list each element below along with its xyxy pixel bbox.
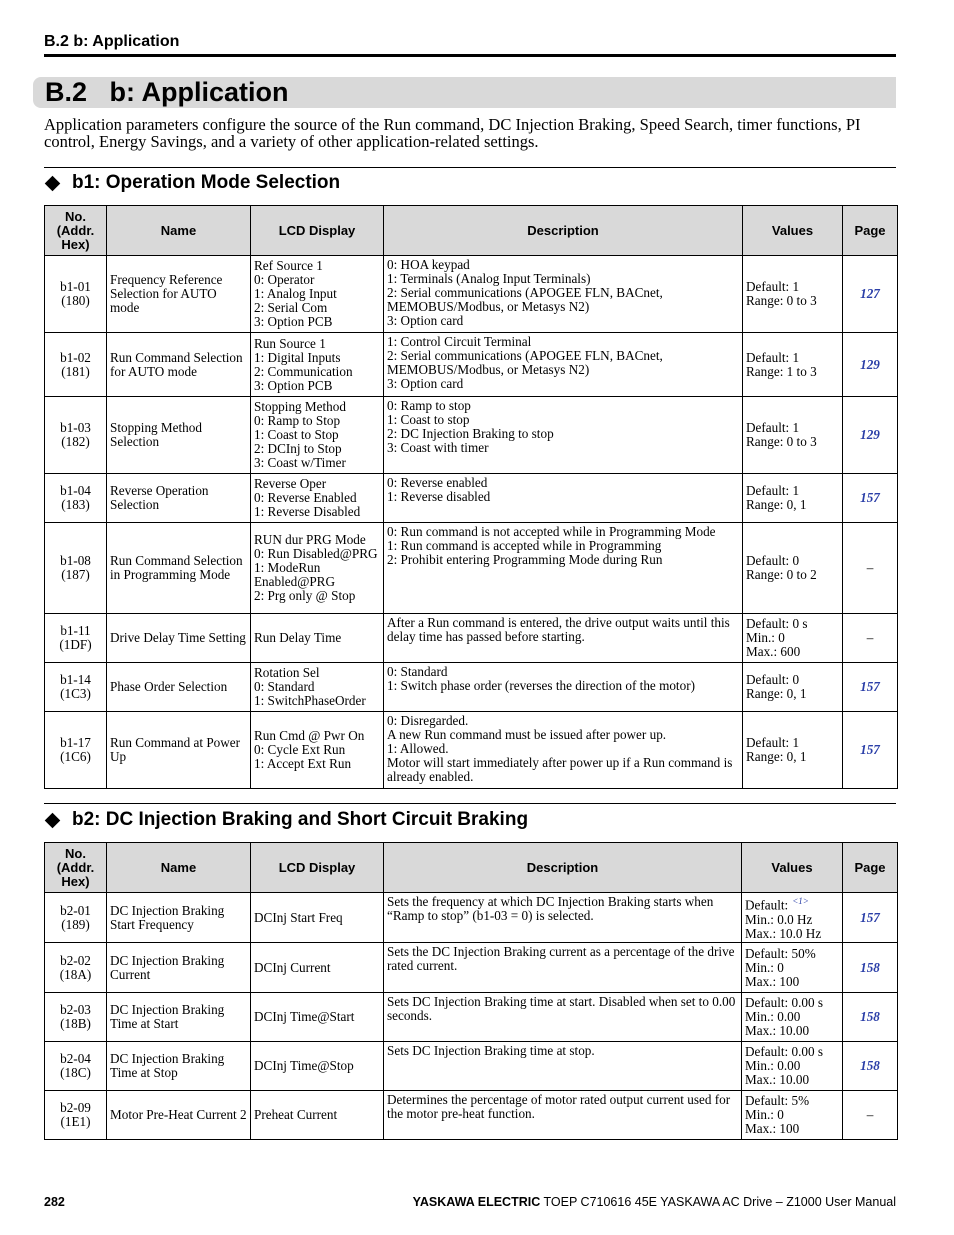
values-cell (742, 943, 843, 993)
description-cell (384, 397, 743, 474)
values-cell (743, 333, 843, 397)
footer-manual-title: TOEP C710616 45E YASKAWA AC Drive – Z1000 User Manual (540, 1195, 896, 1209)
lcd-display-cell (251, 333, 384, 397)
column-header-lcd: LCD Display (251, 843, 384, 893)
page-cell (843, 712, 898, 789)
param-address: (18B) (60, 1016, 91, 1031)
lcd-display-line: Reverse Oper (254, 476, 327, 491)
param-name: Run Command Selection in Programming Mode (107, 523, 251, 614)
page-reference-link[interactable]: 157 (860, 679, 880, 694)
description-line: 3: Option card (387, 376, 464, 391)
parameter-table-b1 (44, 205, 898, 789)
description-cell (384, 523, 743, 614)
page-reference: – (866, 630, 874, 645)
lcd-display-cell (251, 993, 384, 1042)
column-header-lcd: LCD Display (251, 206, 384, 256)
lcd-display-cell (251, 663, 384, 712)
lcd-display-line: Rotation Sel (254, 665, 320, 680)
values-line (745, 1122, 839, 1136)
lcd-display-cell (251, 523, 384, 614)
param-number: b2-02 (60, 952, 91, 968)
values-text: Max.: 100 (745, 973, 800, 989)
values-text: Min.: 0 (745, 959, 784, 975)
values-text: Range: 0, 1 (746, 497, 807, 512)
page-cell (843, 397, 898, 474)
values-line (746, 673, 839, 687)
page-cell (843, 993, 898, 1042)
values-line (745, 913, 839, 927)
param-number: b1-02 (60, 349, 91, 365)
values-text: Default: 0 s (746, 616, 808, 631)
param-address: (183) (61, 497, 90, 512)
param-number: b1-17 (60, 735, 91, 750)
page-reference-link[interactable]: 158 (860, 1058, 880, 1073)
values-text: Range: 0 to 3 (746, 293, 817, 308)
values-line (745, 927, 839, 941)
lcd-display-line: 3: Coast w/Timer (254, 455, 346, 470)
values-text: Default: 1 (746, 279, 800, 294)
description-cell (384, 712, 743, 789)
table-row (45, 523, 898, 614)
table-body-b2 (45, 893, 898, 1140)
section-rule-b2 (44, 803, 896, 804)
lcd-display-cell (251, 943, 384, 993)
param-address: (1DF) (59, 637, 92, 652)
description-cell (384, 614, 743, 663)
values-text: Max.: 10.00 (745, 1023, 810, 1038)
values-cell (742, 993, 843, 1042)
page-cell (843, 1091, 898, 1140)
description-line: 0: Run command is not accepted while in Programming Mode (387, 524, 716, 539)
param-name: Reverse Operation Selection (107, 474, 251, 523)
param-number-cell (45, 943, 107, 993)
table-row (45, 397, 898, 474)
values-text: Max.: 10.0 Hz (745, 925, 822, 941)
param-number-cell (45, 614, 107, 663)
table-row (45, 1042, 898, 1091)
diamond-bullet-icon (45, 175, 61, 191)
diamond-bullet-icon (45, 812, 61, 828)
param-number-cell (45, 1042, 107, 1091)
description-line: 0: Reverse enabled (387, 475, 488, 490)
values-text: Min.: 0 (746, 630, 785, 645)
values-line (746, 750, 839, 764)
param-number-cell (45, 474, 107, 523)
values-text: Min.: 0.0 Hz (745, 911, 813, 927)
lcd-display-line: 0: Run Disabled@PRG (254, 546, 378, 561)
description-line: 0: Disregarded. (387, 713, 469, 728)
param-name: DC Injection Braking Start Frequency (107, 893, 251, 943)
page-cell (843, 943, 898, 993)
description-line: 3: Option card (387, 313, 464, 328)
param-address: (181) (61, 363, 90, 379)
lcd-display-cell (251, 712, 384, 789)
param-address: (187) (61, 567, 90, 582)
values-text: Default: 50% (745, 945, 816, 961)
table-row (45, 333, 898, 397)
lcd-display-cell (251, 474, 384, 523)
page-cell (843, 523, 898, 614)
page-reference-link[interactable]: 127 (860, 286, 880, 301)
table-row (45, 993, 898, 1042)
values-text: Max.: 600 (746, 644, 801, 659)
table-row (45, 712, 898, 789)
description-line: Determines the percentage of motor rated output current used for the motor pre-heat function. (387, 1092, 731, 1121)
page-title: B.2 b: Application (45, 77, 289, 107)
table-row (45, 614, 898, 663)
lcd-display-line: 1: Accept Ext Run (254, 756, 352, 771)
description-line: Motor will start immediately after power up if a Run command is already enabled. (387, 755, 733, 784)
values-line (746, 498, 839, 512)
lcd-display-cell (251, 1091, 384, 1140)
description-cell (384, 663, 743, 712)
param-name: DC Injection Braking Time at Stop (107, 1042, 251, 1091)
values-text: Range: 1 to 3 (746, 363, 817, 379)
lcd-display-line: DCInj Time@Stop (254, 1058, 354, 1073)
page-reference: – (866, 1107, 874, 1122)
table-row (45, 663, 898, 712)
values-text: Default: 1 (746, 735, 800, 750)
lcd-display-line: 1: Digital Inputs (254, 349, 341, 365)
values-line (746, 294, 839, 308)
table-header-row (45, 206, 898, 256)
values-line (746, 365, 839, 379)
param-name: DC Injection Braking Current (107, 943, 251, 993)
param-name: Run Command at Power Up (107, 712, 251, 789)
values-line (746, 645, 839, 659)
description-line: 1: Reverse disabled (387, 489, 491, 504)
column-header-page: Page (843, 206, 898, 256)
lcd-display-line: DCInj Start Freq (254, 909, 343, 925)
values-cell (743, 523, 843, 614)
description-line: 0: Standard (387, 664, 448, 679)
table-row (45, 256, 898, 333)
page-reference-link[interactable]: 158 (860, 1009, 880, 1024)
param-number: b2-01 (60, 902, 91, 918)
lcd-display-line: 3: Option PCB (254, 377, 333, 393)
page-cell (843, 663, 898, 712)
table-row (45, 1091, 898, 1140)
lcd-display-line: DCInj Current (254, 959, 331, 975)
values-line (745, 975, 839, 989)
column-header-no (45, 206, 107, 256)
values-text: Default: 1 (746, 483, 800, 498)
lcd-display-line: 0: Cycle Ext Run (254, 742, 346, 757)
table-row (45, 474, 898, 523)
description-cell (384, 893, 742, 943)
values-text: Default: 5% (745, 1093, 810, 1108)
param-number-cell (45, 397, 107, 474)
values-line (746, 568, 839, 582)
param-name: Motor Pre-Heat Current 2 (107, 1091, 251, 1140)
lcd-display-line: 1: SwitchPhaseOrder (254, 693, 366, 708)
param-name: Stopping Method Selection (107, 397, 251, 474)
param-address: (1E1) (60, 1114, 91, 1129)
column-header-no-text: No. (Addr. Hex) (56, 208, 95, 252)
values-line (745, 1094, 839, 1108)
footer-manual-info (413, 1195, 896, 1209)
description-cell (384, 1091, 742, 1140)
values-line (746, 736, 839, 750)
values-line (746, 351, 839, 365)
column-header-description: Description (384, 206, 743, 256)
lcd-display-cell (251, 256, 384, 333)
values-text: Default: 1 (746, 349, 800, 365)
values-text: Max.: 100 (745, 1121, 800, 1136)
column-header-page: Page (843, 843, 898, 893)
lcd-display-line: 2: Serial Com (254, 300, 328, 315)
param-address: (180) (61, 293, 90, 308)
param-address: (189) (61, 916, 90, 932)
page-reference-link[interactable]: 129 (860, 356, 880, 372)
values-cell (742, 1042, 843, 1091)
page-cell (843, 893, 898, 943)
param-name: Run Command Selection for AUTO mode (107, 333, 251, 397)
page-reference-link[interactable]: 157 (860, 490, 880, 505)
description-line: 2: DC Injection Braking to stop (387, 426, 554, 441)
running-header: B.2 b: Application (44, 33, 180, 50)
values-text: Range: 0, 1 (746, 749, 807, 764)
lcd-display-line: Run Cmd @ Pwr On (254, 728, 365, 743)
param-number: b1-14 (60, 672, 91, 687)
values-line (746, 617, 839, 631)
table-row (45, 943, 898, 993)
description-cell (384, 943, 742, 993)
description-line: 0: Ramp to stop (387, 398, 471, 413)
description-line: Sets the DC Injection Braking current as a percentage of the drive rated current. (387, 944, 735, 973)
values-line (745, 894, 839, 912)
lcd-display-line: 3: Option PCB (254, 314, 333, 329)
parameter-table-b2 (44, 842, 898, 1140)
param-name: Frequency Reference Selection for AUTO mode (107, 256, 251, 333)
description-cell (384, 256, 743, 333)
lcd-display-cell (251, 614, 384, 663)
column-header-name: Name (107, 206, 251, 256)
section-heading-b2 (44, 809, 528, 831)
footer-brand: YASKAWA ELECTRIC (412, 1195, 541, 1209)
page-cell (843, 333, 898, 397)
values-line (746, 631, 839, 645)
lcd-display-line: 1: Analog Input (254, 286, 337, 301)
lcd-display-line: 0: Ramp to Stop (254, 413, 341, 428)
param-number: b1-04 (60, 483, 91, 498)
param-number-cell (45, 256, 107, 333)
lcd-display-line: 0: Operator (254, 272, 315, 287)
description-line: 1: Control Circuit Terminal (387, 334, 532, 349)
values-text: Max.: 10.00 (745, 1072, 810, 1087)
values-line (745, 961, 839, 975)
lcd-display-cell (251, 893, 384, 943)
values-line (745, 1045, 839, 1059)
column-header-no (45, 843, 107, 893)
page-reference: – (866, 560, 874, 575)
lcd-display-line: Preheat Current (254, 1107, 338, 1122)
page-cell (843, 256, 898, 333)
values-line (746, 435, 839, 449)
lcd-display-line: 0: Reverse Enabled (254, 490, 357, 505)
lcd-display-line: RUN dur PRG Mode (254, 532, 366, 547)
column-header-values: Values (742, 843, 843, 893)
header-rule (44, 54, 896, 57)
lcd-display-line: 2: Communication (254, 363, 353, 379)
description-line: 2: Serial communications (APOGEE FLN, BACnet, MEMOBUS/Modbus, or Metasys N2) (387, 348, 663, 377)
values-text: Range: 0, 1 (746, 686, 807, 701)
values-line (746, 554, 839, 568)
values-cell (743, 614, 843, 663)
page-cell (843, 474, 898, 523)
values-cell (742, 1091, 843, 1140)
param-address: (18A) (59, 966, 92, 982)
values-text: Range: 0 to 2 (746, 567, 817, 582)
page-cell (843, 1042, 898, 1091)
section-title-bar (33, 77, 896, 108)
description-line: Sets the frequency at which DC Injection Braking starts when “Ramp to stop” (b1-03 = 0) is selected. (387, 894, 714, 923)
lcd-display-line: 1: Coast to Stop (254, 427, 339, 442)
lcd-display-line: 2: Prg only @ Stop (254, 588, 356, 603)
lcd-display-line: Stopping Method (254, 399, 346, 414)
values-line (745, 1024, 839, 1038)
param-name: DC Injection Braking Time at Start (107, 993, 251, 1042)
values-line (745, 1059, 839, 1073)
description-line: 1: Terminals (Analog Input Terminals) (387, 271, 591, 286)
footnote-ref: <1> (792, 896, 809, 907)
values-line (745, 996, 839, 1010)
param-address: (1C3) (60, 686, 91, 701)
values-cell (743, 256, 843, 333)
description-line: 1: Switch phase order (reverses the direction of the motor) (387, 678, 695, 693)
param-number-cell (45, 1091, 107, 1140)
param-number-cell (45, 993, 107, 1042)
values-line (745, 1073, 839, 1087)
lcd-display-cell (251, 397, 384, 474)
param-address: (18C) (60, 1065, 91, 1080)
column-header-no-text: No. (Addr. Hex) (56, 845, 95, 889)
column-header-description: Description (384, 843, 742, 893)
lcd-display-line: 1: Reverse Disabled (254, 504, 361, 519)
table-header-row (45, 843, 898, 893)
table-row (45, 893, 898, 943)
description-line: After a Run command is entered, the drive output waits until this delay time has passed before starting. (387, 615, 730, 644)
values-text: Default: 1 (746, 420, 800, 435)
lcd-display-line: 2: DCInj to Stop (254, 441, 342, 456)
section-heading-b1 (44, 172, 340, 194)
values-cell (743, 663, 843, 712)
values-text: Default: 0 (746, 672, 800, 687)
description-line: 2: Prohibit entering Programming Mode during Run (387, 552, 663, 567)
description-cell (384, 993, 742, 1042)
param-number-cell (45, 333, 107, 397)
values-line (746, 280, 839, 294)
table-body-b1 (45, 256, 898, 789)
lcd-display-line: 0: Standard (254, 679, 315, 694)
lcd-display-line: 1: ModeRun Enabled@PRG (254, 560, 336, 589)
page-reference-link[interactable]: 157 (860, 909, 880, 925)
description-cell (384, 1042, 742, 1091)
lcd-display-line: Run Delay Time (254, 630, 342, 645)
param-number: b1-01 (60, 279, 91, 294)
param-name: Phase Order Selection (107, 663, 251, 712)
description-line: 1: Run command is accepted while in Programming (387, 538, 662, 553)
page-reference-link[interactable]: 158 (860, 959, 880, 975)
description-line: 1: Allowed. (387, 741, 449, 756)
description-line: A new Run command must be issued after power up. (387, 727, 667, 742)
param-address: (182) (61, 434, 90, 449)
description-line: Sets DC Injection Braking time at start. Disabled when set to 0.00 seconds. (387, 994, 736, 1023)
lcd-display-line: DCInj Time@Start (254, 1009, 355, 1024)
values-line (745, 1108, 839, 1122)
values-text: Min.: 0.00 (745, 1058, 801, 1073)
description-line: 0: HOA keypad (387, 257, 470, 272)
description-cell (384, 333, 743, 397)
description-line: 2: Serial communications (APOGEE FLN, BACnet, MEMOBUS/Modbus, or Metasys N2) (387, 285, 663, 314)
param-number-cell (45, 523, 107, 614)
values-cell (743, 397, 843, 474)
page-reference-link[interactable]: 157 (860, 742, 880, 757)
values-text: Range: 0 to 3 (746, 434, 817, 449)
values-text: Default: 0 (746, 553, 800, 568)
lcd-display-line: Run Source 1 (254, 335, 326, 351)
footer-page-number: 282 (44, 1195, 65, 1209)
page-cell (843, 614, 898, 663)
description-line: 1: Coast to stop (387, 412, 470, 427)
param-number: b1-11 (60, 623, 91, 638)
param-number: b2-03 (60, 1002, 91, 1017)
param-number-cell (45, 893, 107, 943)
section-heading-b2-text: b2: DC Injection Braking and Short Circuit Braking (72, 809, 529, 830)
intro-paragraph: Application parameters configure the source of the Run command, DC Injection Braking, Speed Search, timer functions, PI control, Energy Savings, and a variety of other application-related settings. (44, 115, 861, 151)
section-heading-b1-text: b1: Operation Mode Selection (72, 172, 341, 193)
values-cell (742, 893, 843, 943)
param-name: Drive Delay Time Setting (107, 614, 251, 663)
section-rule-b1 (44, 167, 896, 168)
values-text: Default: (745, 897, 789, 913)
lcd-display-line: Ref Source 1 (254, 258, 323, 273)
column-header-name: Name (107, 843, 251, 893)
values-line (746, 421, 839, 435)
values-line (745, 947, 839, 961)
description-line: Sets DC Injection Braking time at stop. (387, 1043, 595, 1058)
param-number: b2-04 (60, 1051, 91, 1066)
values-line (746, 484, 839, 498)
lcd-display-cell (251, 1042, 384, 1091)
param-number: b1-08 (60, 553, 91, 568)
values-cell (743, 474, 843, 523)
param-number: b1-03 (60, 420, 91, 435)
values-text: Default: 0.00 s (745, 1044, 824, 1059)
param-address: (1C6) (60, 749, 91, 764)
values-text: Default: 0.00 s (745, 995, 824, 1010)
param-number: b2-09 (60, 1100, 91, 1115)
param-number-cell (45, 712, 107, 789)
values-line (746, 687, 839, 701)
column-header-values: Values (743, 206, 843, 256)
values-line (745, 1010, 839, 1024)
values-cell (743, 712, 843, 789)
values-text: Min.: 0 (745, 1107, 784, 1122)
description-cell (384, 474, 743, 523)
param-number-cell (45, 663, 107, 712)
values-text: Min.: 0.00 (745, 1009, 801, 1024)
description-line: 3: Coast with timer (387, 440, 489, 455)
page-reference-link[interactable]: 129 (860, 427, 880, 442)
